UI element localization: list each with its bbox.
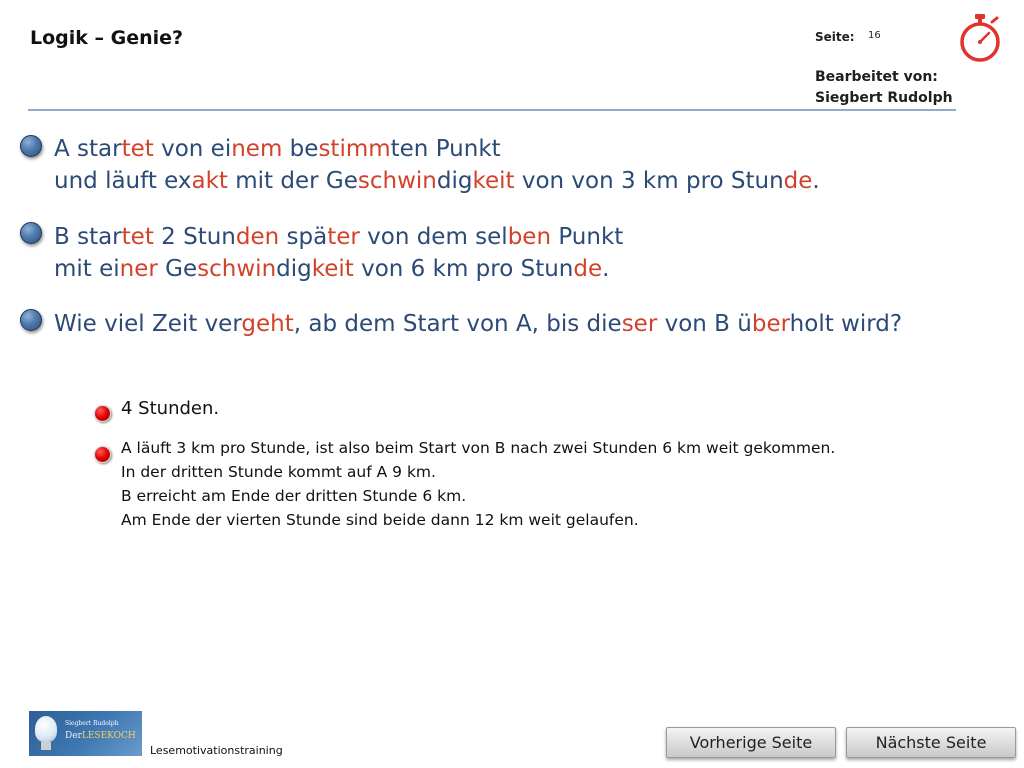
page-number: 16 bbox=[868, 30, 881, 41]
lightbulb-icon bbox=[35, 716, 57, 742]
question-line: Wie viel Zeit vergeht, ab dem Start von A, bis dieser von B überholt wird? bbox=[54, 311, 903, 337]
question-line: und läuft exakt mit der Geschwindigkeit von von 3 km pro Stunde. bbox=[54, 168, 820, 194]
logo-brand: DerLESEKOCH bbox=[65, 731, 136, 741]
previous-page-button[interactable]: Vorherige Seite bbox=[666, 727, 836, 758]
answer-short: 4 Stunden. bbox=[121, 398, 220, 419]
edited-by-label: Bearbeitet von: bbox=[815, 69, 938, 85]
question-line: A startet von einem bestimmten Punkt bbox=[54, 136, 501, 162]
author-name: Siegbert Rudolph bbox=[815, 90, 953, 106]
stopwatch-icon[interactable] bbox=[955, 12, 1005, 64]
editor-info bbox=[815, 67, 953, 109]
question-line: mit einer Geschwindigkeit von 6 km pro Stunde. bbox=[54, 256, 610, 282]
question-bullet bbox=[20, 222, 42, 244]
question-text bbox=[54, 308, 902, 340]
logo-author: Siegbert Rudolph bbox=[65, 720, 119, 727]
question-text bbox=[54, 221, 623, 285]
header-divider bbox=[28, 109, 956, 111]
explanation-line: In der dritten Stunde kommt auf A 9 km. bbox=[121, 463, 436, 481]
explanation-line: B erreicht am Ende der dritten Stunde 6 km. bbox=[121, 487, 467, 505]
page-title: Logik – Genie? bbox=[30, 27, 184, 49]
answer-bullet bbox=[94, 446, 111, 463]
question-line: B startet 2 Stunden später von dem selben Punkt bbox=[54, 224, 624, 250]
lesekoch-logo[interactable] bbox=[29, 711, 142, 756]
footer-label: Lesemotivationstraining bbox=[150, 744, 283, 757]
explanation-line: Am Ende der vierten Stunde sind beide dann 12 km weit gelaufen. bbox=[121, 511, 639, 529]
question-bullet bbox=[20, 135, 42, 157]
page-label: Seite: bbox=[815, 30, 855, 44]
question-text bbox=[54, 133, 820, 197]
explanation-line: A läuft 3 km pro Stunde, ist also beim Start von B nach zwei Stunden 6 km weit gekommen. bbox=[121, 439, 836, 457]
answer-explanation bbox=[121, 436, 835, 532]
question-bullet bbox=[20, 309, 42, 331]
answer-bullet bbox=[94, 405, 111, 422]
next-page-button[interactable]: Nächste Seite bbox=[846, 727, 1016, 758]
